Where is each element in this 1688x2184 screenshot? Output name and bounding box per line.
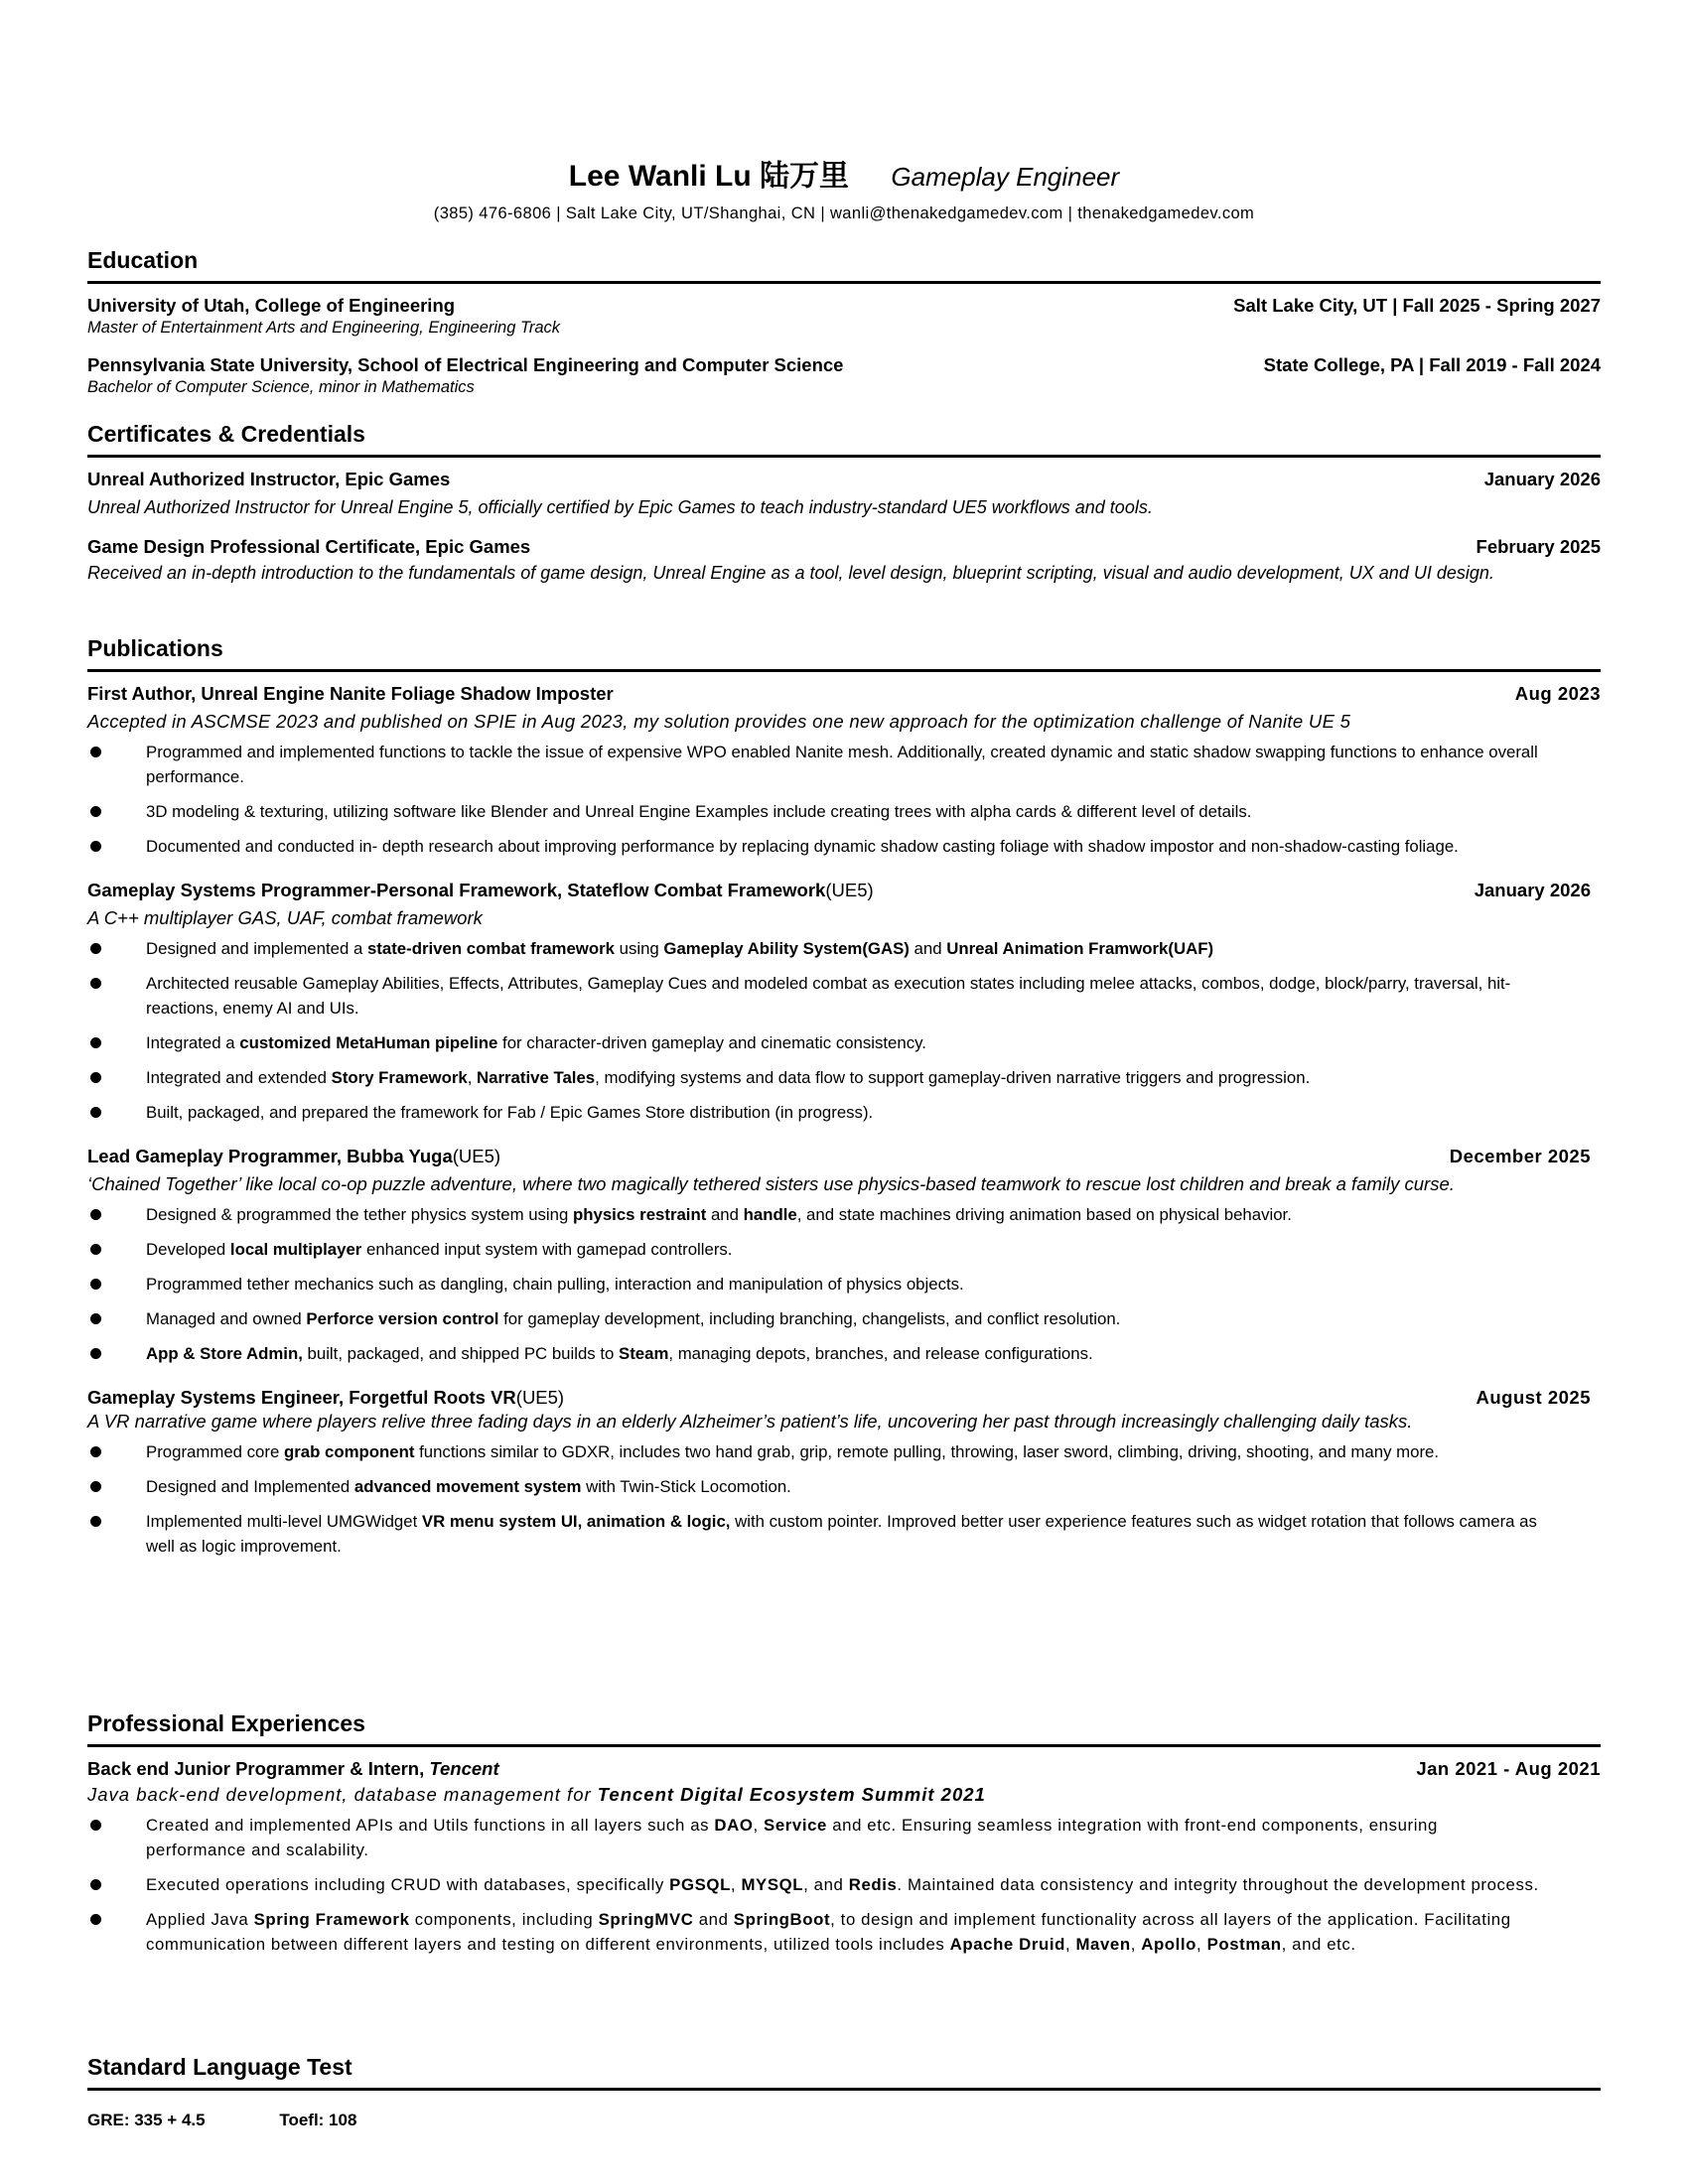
section-title: Standard Language Test: [87, 2052, 1601, 2091]
project-entry: [87, 879, 1601, 1125]
school-location-date: State College, PA | Fall 2019 - Fall 2024: [1263, 354, 1601, 375]
project-entry: [87, 1145, 1601, 1366]
degree: Bachelor of Computer Science, minor in Mathematics: [87, 378, 475, 396]
section-title: Certificates & Credentials: [87, 419, 1601, 458]
candidate-title: Gameplay Engineer: [891, 162, 1120, 192]
certificate-date: February 2025: [1476, 536, 1601, 557]
section-title: Professional Experiences: [87, 1708, 1601, 1747]
publication-entry: [87, 682, 1601, 859]
project-role: Lead Gameplay Programmer, Bubba Yuga: [87, 1146, 453, 1166]
bullet-item: Programmed tether mechanics such as dangling, chain pulling, interaction and manipulation of physics objects.: [87, 1272, 1601, 1297]
resume-header: [87, 157, 1601, 223]
bullet-item: Managed and owned Perforce version control for gameplay development, including branching, changelists, and conflict resolution.: [87, 1306, 1601, 1331]
bullet-list: [87, 1439, 1601, 1559]
bullet-item: Integrated a customized MetaHuman pipeline for character-driven gameplay and cinematic consistency.: [87, 1030, 1601, 1055]
bullet-list: [87, 936, 1601, 1125]
certificate-desc: Received an in-depth introduction to the fundamentals of game design, Unreal Engine as a tool, level design, blueprint scripting, visual and audio development, UX and UI design.: [87, 563, 1494, 583]
project-desc: A VR narrative game where players relive three fading days in an elderly Alzheimer’s patient’s life, uncovering her past through increasingly challenging daily tasks.: [87, 1411, 1413, 1432]
bullet-item: Programmed and implemented functions to tackle the issue of expensive WPO enabled Nanite mesh. Additionally, created dynamic and static shadow swapping functions to enhance overall performance.: [87, 740, 1601, 789]
bullet-item: 3D modeling & texturing, utilizing software like Blender and Unreal Engine Examples include creating trees with alpha cards & different level of details.: [87, 799, 1601, 824]
bullet-item: Documented and conducted in- depth research about improving performance by replacing dynamic shadow casting foliage with shadow impostor and non-shadow-casting foliage.: [87, 834, 1601, 859]
project-role: Gameplay Systems Engineer, Forgetful Roots VR: [87, 1387, 516, 1408]
candidate-name: Lee Wanli Lu 陆万里: [568, 160, 850, 193]
language-scores: [87, 2111, 1601, 2130]
experience-date: Jan 2021 - Aug 2021: [1416, 1758, 1601, 1779]
bullet-item: Applied Java Spring Framework components, including SpringMVC and SpringBoot, to design and implement functionality across all layers of the application. Facilitating communication between different layers and testing on different environments, utilized tools includes Apache Druid, Maven, Apollo, Postman, and etc.: [87, 1907, 1601, 1957]
bullet-item: Programmed core grab component functions similar to GDXR, includes two hand grab, grip, remote pulling, throwing, laser sword, climbing, driving, shooting, and many more.: [87, 1439, 1601, 1464]
school-location-date: Salt Lake City, UT | Fall 2025 - Spring 2027: [1233, 295, 1601, 316]
bullet-item: Integrated and extended Story Framework, Narrative Tales, modifying systems and data flow to support gameplay-driven narrative triggers and progression.: [87, 1065, 1601, 1090]
section-title: Education: [87, 245, 1601, 284]
project-engine: (UE5): [452, 1146, 501, 1166]
certificate-date: January 2026: [1483, 469, 1601, 489]
certificate-name: Game Design Professional Certificate, Epic Games: [87, 536, 531, 557]
toefl-score: Toefl: 108: [279, 2111, 357, 2129]
experience-section: [87, 1708, 1601, 1973]
experience-desc: Java back-end development, database management for Tencent Digital Ecosystem Summit 2021: [87, 1784, 986, 1805]
bullet-item: Implemented multi-level UMGWidget VR menu system UI, animation & logic, with custom pointer. Improved better user experience features such as widget rotation that follows camera as well as logic improvement.: [87, 1509, 1601, 1559]
publication-date: Aug 2023: [1514, 683, 1601, 704]
certificate-entry: [87, 535, 1601, 584]
bullet-item: Developed local multiplayer enhanced input system with gamepad controllers.: [87, 1237, 1601, 1262]
bullet-item: Architected reusable Gameplay Abilities, Effects, Attributes, Gameplay Cues and modeled combat as execution states including melee attacks, combos, dodge, block/parry, traversal, hit-reactions, enemy AI and UIs.: [87, 971, 1601, 1021]
education-section: [87, 245, 1601, 413]
bullet-list: [87, 1813, 1601, 1957]
degree: Master of Entertainment Arts and Engineering, Engineering Track: [87, 319, 560, 337]
project-date: January 2026: [1474, 880, 1591, 900]
school-name: University of Utah, College of Engineering: [87, 295, 456, 316]
education-entry: [87, 353, 1601, 397]
project-desc: ‘Chained Together’ like local co-op puzzle adventure, where two magically tethered sisters use physics-based teamwork to rescue lost children and break a family curse.: [87, 1173, 1455, 1194]
project-entry: [87, 1386, 1601, 1559]
experience-role: Back end Junior Programmer & Intern,: [87, 1758, 430, 1779]
publications-section: [87, 633, 1601, 1574]
bullet-item: Designed and implemented a state-driven combat framework using Gameplay Ability System(GAS) and Unreal Animation Framwork(UAF): [87, 936, 1601, 961]
bullet-item: Designed and Implemented advanced movement system with Twin-Stick Locomotion.: [87, 1474, 1601, 1499]
project-engine: (UE5): [825, 880, 874, 900]
experience-company: Tencent: [429, 1758, 499, 1779]
project-role: Gameplay Systems Programmer-Personal Framework, Stateflow Combat Framework: [87, 880, 826, 900]
bullet-list: [87, 1202, 1601, 1366]
publication-role: First Author, Unreal Engine Nanite Foliage Shadow Imposter: [87, 683, 614, 704]
gre-score: GRE: 335 + 4.5: [87, 2111, 206, 2129]
school-name: Pennsylvania State University, School of Electrical Engineering and Computer Science: [87, 354, 844, 375]
contact-line: (385) 476-6806 | Salt Lake City, UT/Shanghai, CN | wanli@thenakedgamedev.com | thenakedgamedev.com: [433, 205, 1255, 222]
bullet-item: Built, packaged, and prepared the framework for Fab / Epic Games Store distribution (in progress).: [87, 1100, 1601, 1125]
project-date: August 2025: [1476, 1387, 1591, 1408]
bullet-item: App & Store Admin, built, packaged, and shipped PC builds to Steam, managing depots, branches, and release configurations.: [87, 1341, 1601, 1366]
bullet-list: [87, 740, 1601, 859]
section-title: Publications: [87, 633, 1601, 672]
certificate-entry: [87, 468, 1601, 519]
bullet-item: Designed & programmed the tether physics system using physics restraint and handle, and state machines driving animation based on physical behavior.: [87, 1202, 1601, 1227]
project-desc: A C++ multiplayer GAS, UAF, combat framework: [87, 907, 483, 928]
experience-entry: [87, 1757, 1601, 1957]
certificate-name: Unreal Authorized Instructor, Epic Games: [87, 469, 451, 489]
publication-desc: Accepted in ASCMSE 2023 and published on SPIE in Aug 2023, my solution provides one new approach for the optimization challenge of Nanite UE 5: [87, 711, 1351, 732]
bullet-item: Executed operations including CRUD with databases, specifically PGSQL, MYSQL, and Redis. Maintained data consistency and integrity throughout the development process.: [87, 1872, 1601, 1897]
certificates-section: [87, 419, 1601, 600]
certificate-desc: Unreal Authorized Instructor for Unreal Engine 5, officially certified by Epic Games to teach industry-standard UE5 workflows and tools.: [87, 497, 1153, 517]
project-date: December 2025: [1449, 1146, 1591, 1166]
language-section: [87, 2052, 1601, 2130]
bullet-item: Created and implemented APIs and Utils functions in all layers such as DAO, Service and etc. Ensuring seamless integration with front-end components, ensuring performance and scalability.: [87, 1813, 1601, 1862]
education-entry: [87, 294, 1601, 338]
project-engine: (UE5): [515, 1387, 565, 1408]
